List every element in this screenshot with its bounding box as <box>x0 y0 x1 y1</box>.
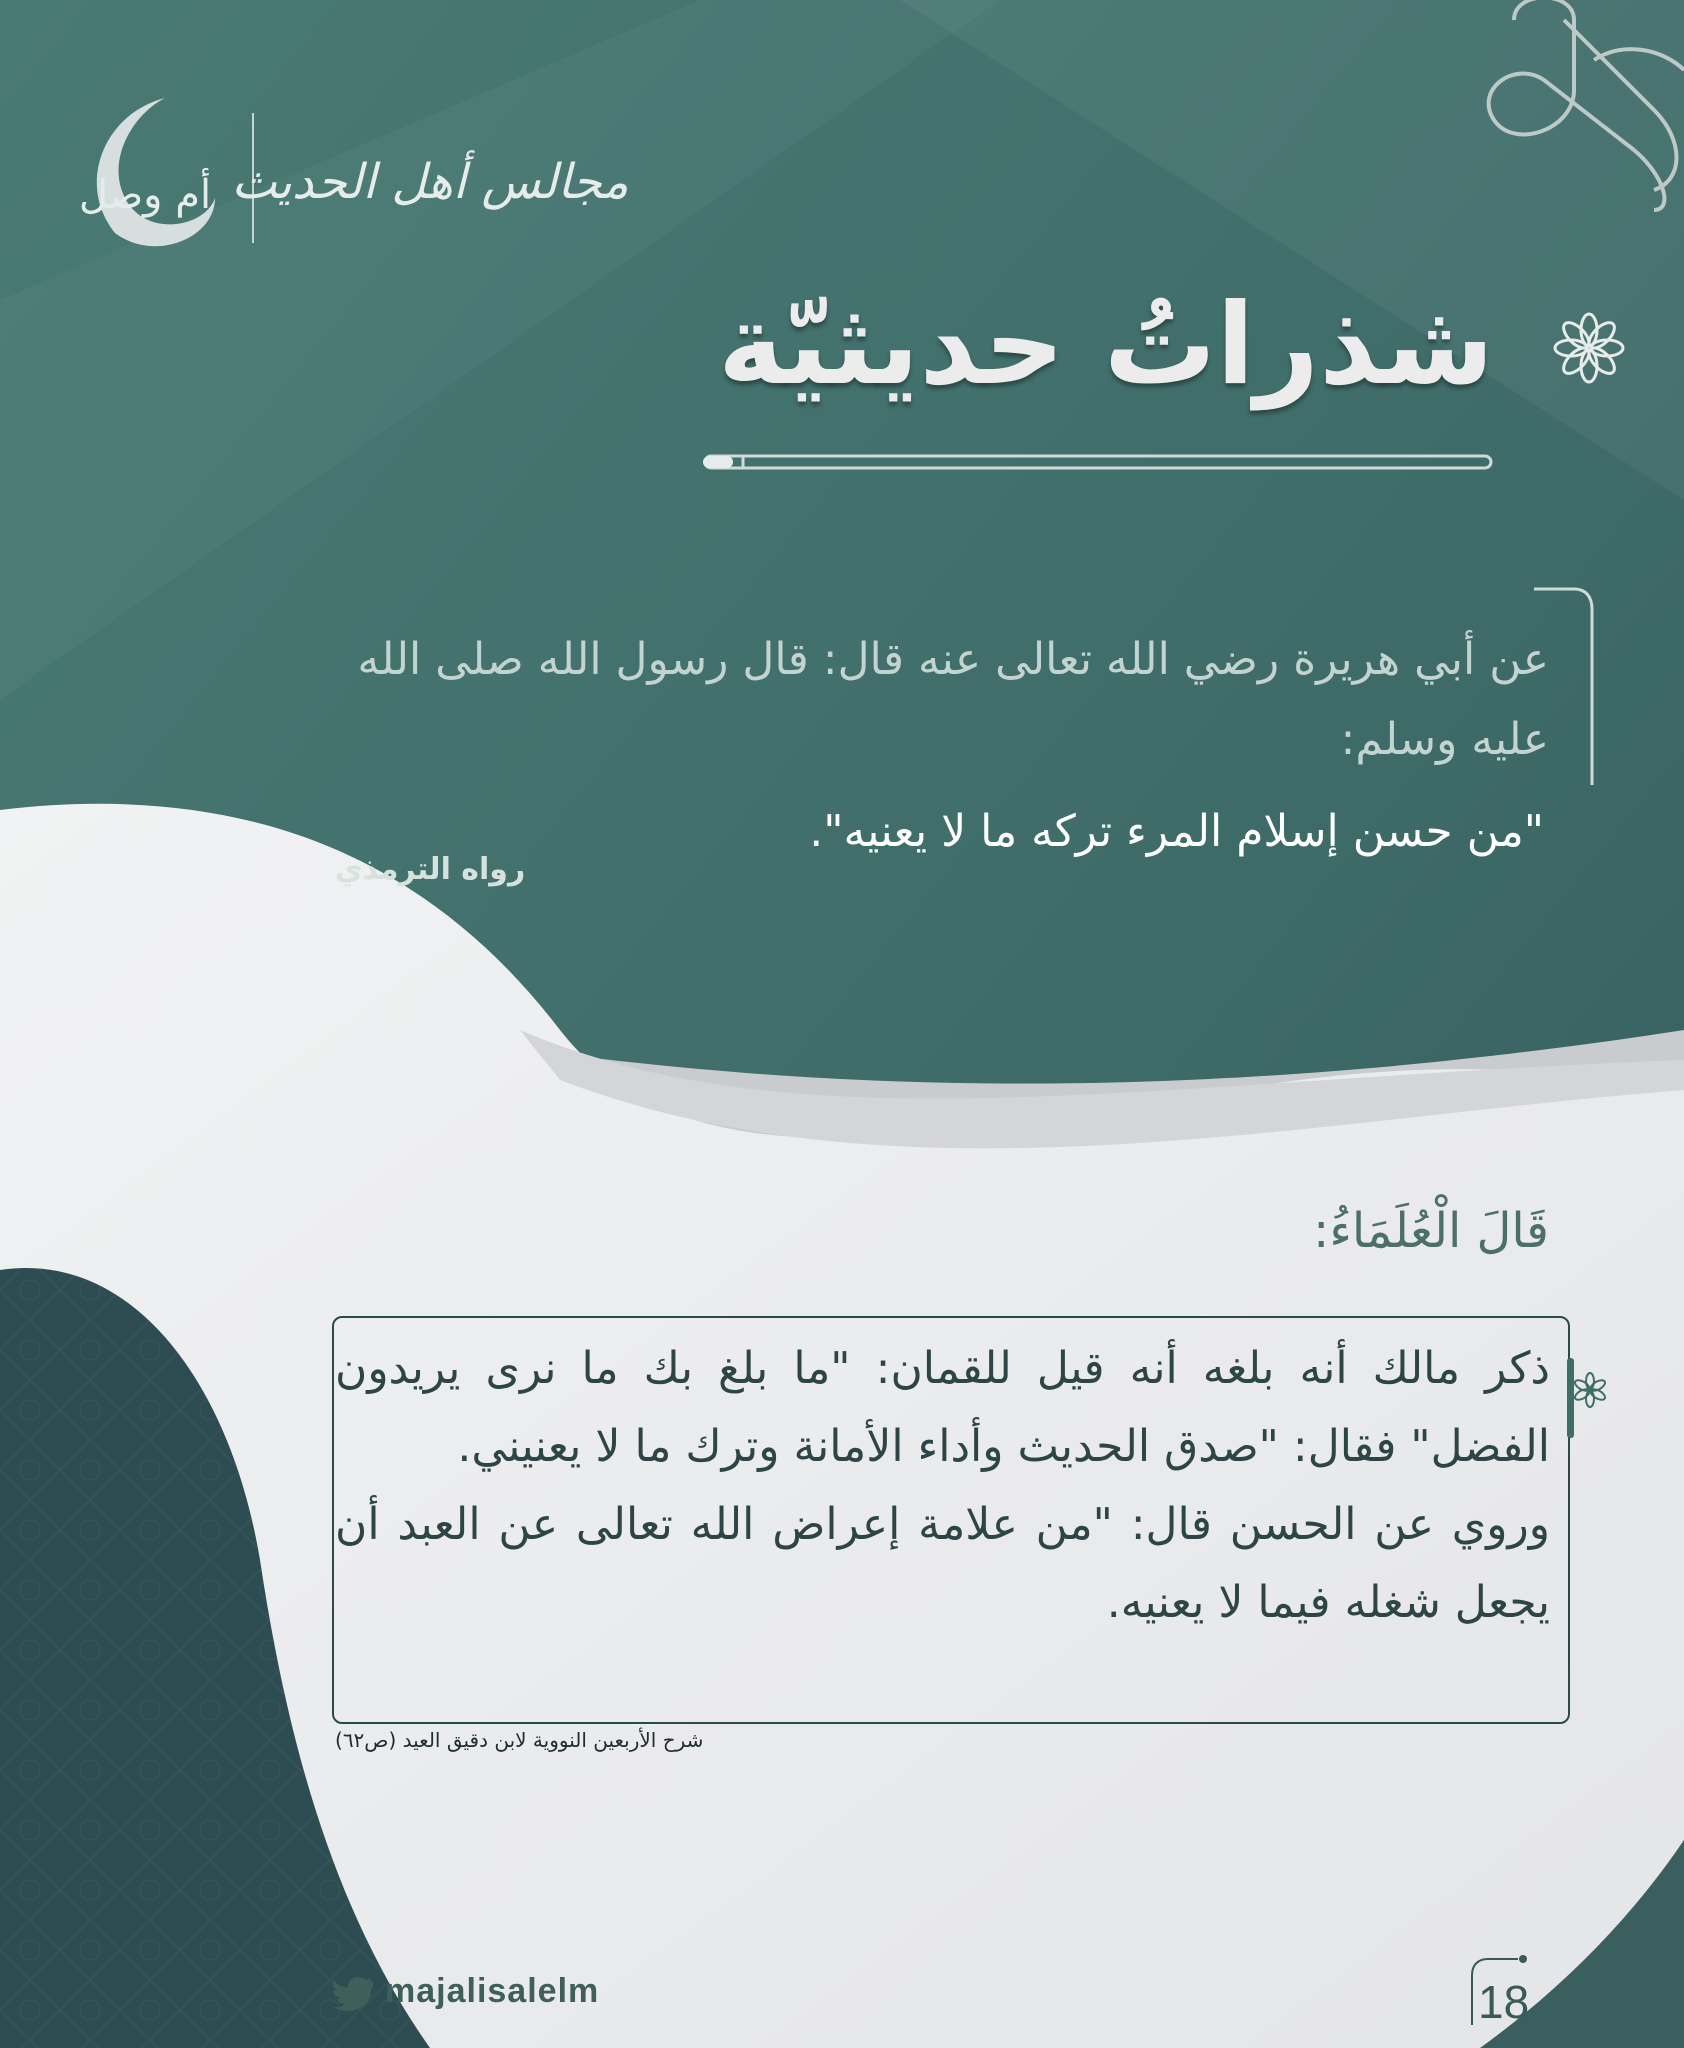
quote-source: شرح الأربعين النووية لابن دقيق العيد (ص٦٢) <box>335 1728 704 1752</box>
majalis-logo-icon <box>231 150 628 210</box>
logo-group <box>55 88 629 258</box>
flower-icon <box>1549 308 1629 388</box>
social-handle[interactable]: majalisalelm <box>385 1972 600 2010</box>
page-number: 18 <box>1478 1976 1530 2028</box>
crescent-logo-icon <box>79 98 215 246</box>
title-underline <box>703 454 1493 470</box>
hadith-intro: عن أبي هريرة رضي الله تعالى عنه قال: قال رسول الله صلى الله عليه وسلم: <box>357 634 1549 765</box>
corner-ornament-icon <box>1454 0 1684 210</box>
scholars-heading: قَالَ الْعُلَمَاءُ: <box>1313 1203 1549 1259</box>
scholars-quote <box>335 1330 1550 1642</box>
page-title: شذراتُ حديثيّة <box>717 280 1494 410</box>
quote-paragraph-1: ذكر مالك أنه بلغه أنه قيل للقمان: "ما بلغ بك ما نرى يريدون الفضل" فقال: "صدق الحديث وأداء الأمانة وترك ما لا يعنيني. <box>335 1343 1550 1472</box>
left-logo-text: أم وصل <box>78 172 212 218</box>
quote-paragraph-2: وروي عن الحسن قال: "من علامة إعراض الله تعالى عن العبد أن يجعل شغله فيما لا يعنيه. <box>335 1499 1550 1628</box>
right-logo-text: مجالس أهل الحديث <box>231 154 629 210</box>
small-flower-icon <box>1570 1370 1610 1410</box>
twitter-icon[interactable] <box>333 1977 373 2011</box>
hadith-text: "من حسن إسلام المرء تركه ما لا يعنيه". <box>809 806 1544 857</box>
hadith-narrator: رواه الترمذي <box>335 852 526 887</box>
